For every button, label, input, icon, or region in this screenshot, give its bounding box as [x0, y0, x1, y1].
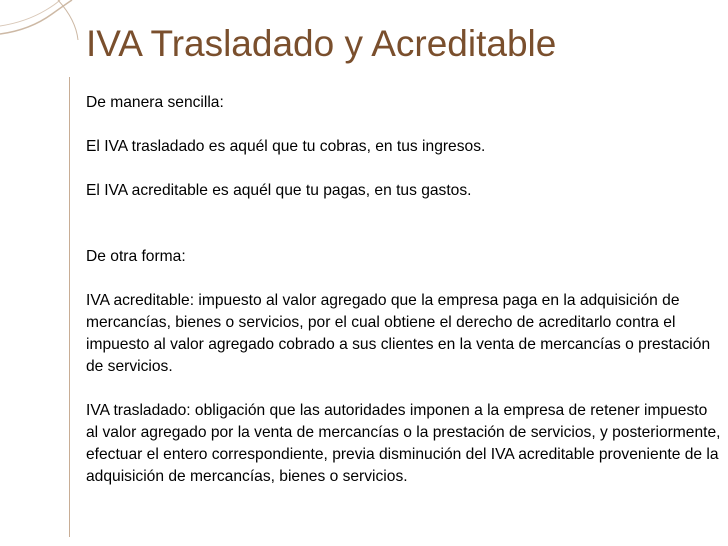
accent-line	[69, 77, 70, 537]
paragraph-otra-forma: De otra forma:	[86, 248, 186, 265]
paragraph-iva-trasladado-definition: IVA trasladado: obligación que las autoridades imponen a la empresa de retener impuesto al valor agregado por la venta de mercancías o la prestación de servicios, y posteriormente, efectuar el entero correspondiente, previa disminución del IVA acreditable proveniente de la adquisición de mercancías, bienes o servicios.	[86, 402, 721, 485]
spacer	[86, 268, 722, 290]
spacer	[86, 158, 722, 180]
slide-title: IVA Trasladado y Acreditable	[86, 23, 557, 64]
spacer	[86, 202, 722, 246]
paragraph-iva-trasladado-simple: El IVA trasladado es aquél que tu cobras, en tus ingresos.	[86, 138, 486, 155]
paragraph-intro: De manera sencilla:	[86, 94, 224, 111]
paragraph-iva-acreditable-simple: El IVA acreditable es aquél que tu pagas, en tus gastos.	[86, 182, 472, 199]
spacer	[86, 114, 722, 136]
spacer	[86, 378, 722, 400]
corner-decoration	[0, 0, 90, 40]
slide-body	[86, 92, 722, 488]
paragraph-iva-acreditable-definition: IVA acreditable: impuesto al valor agregado que la empresa paga en la adquisición de mercancías, bienes o servicios, por el cual obtiene el derecho de acreditarlo contra el impuesto al valor agregado cobrado a sus clientes en la venta de mercancías o prestación de servicios.	[86, 292, 711, 375]
